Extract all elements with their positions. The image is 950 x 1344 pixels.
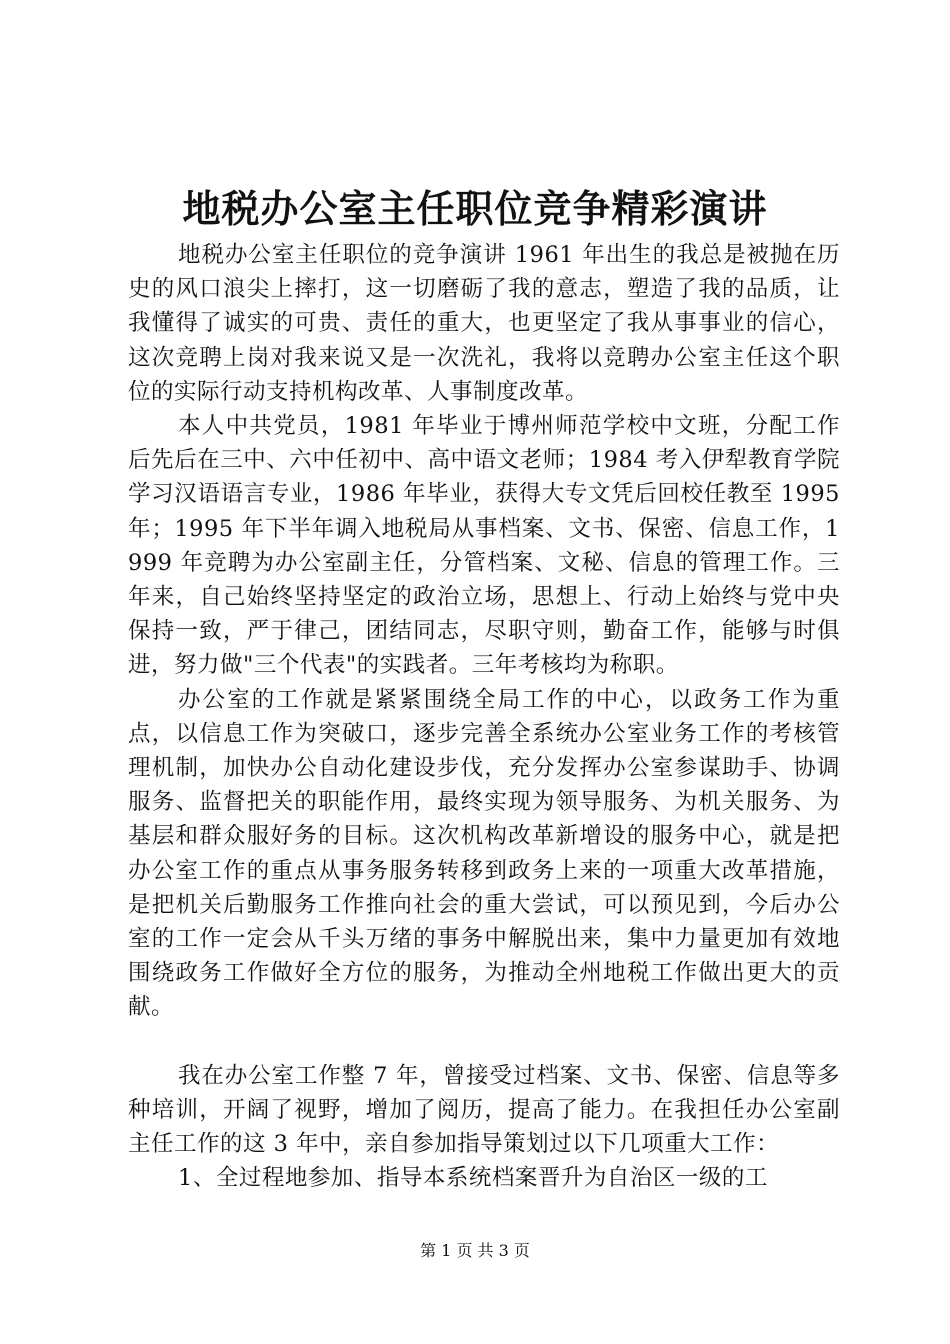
page-footer: 第 1 页 共 3 页 <box>420 1241 530 1260</box>
document-title: 地税办公室主任职位竞争精彩演讲 <box>182 187 768 231</box>
list-item-1: 1、全过程地参加、指导本系统档案晋升为自治区一级的工 <box>178 1165 768 1192</box>
paragraph-office-work: 办公室的工作就是紧紧围绕全局工作的中心，以政务工作为重点，以信息工作为突破口，逐步完善全系统办公室业务工作的考核管理机制，加快办公自动化建设步伐，充分发挥办公室参谋助手、协调服务、监督把关的职能作用，最终实现为领导服务、为机关服务、为基层和群众服好务的目标。这次机构改革新增设的服务中心，就是把办公室工作的重点从事务服务转移到政务上来的一项重大改革措施，是把机关后勤服务工作推向社会的重大尝试，可以预见到，今后办公室的工作一定会从千头万绪的事务中解脱出来，集中力量更加有效地围绕政务工作做好全方位的服务，为推动全州地税工作做出更大的贡献。 <box>128 686 840 1021</box>
document-body <box>128 238 840 1195</box>
paragraph-intro: 地税办公室主任职位的竞争演讲 1961 年出生的我总是被抛在历史的风口浪尖上摔打，这一切磨砺了我的意志，塑造了我的品质，让我懂得了诚实的可贵、责任的重大，也更坚定了我从事事业的信心，这次竞聘上岗对我来说又是一次洗礼，我将以竞聘办公室主任这个职位的实际行动支持机构改革、人事制度改革。 <box>128 242 840 405</box>
paragraph-background: 本人中共党员，1981 年毕业于博州师范学校中文班，分配工作后先后在三中、六中任初中、高中语文老师；1984 考入伊犁教育学院学习汉语语言专业，1986 年毕业，获得大专文凭后回校任教至 1995 年；1995 年下半年调入地税局从事档案、文书、保密、信息工作，1999 年竞聘为办公室副主任，分管档案、文秘、信息的管理工作。三年来，自己始终坚持坚定的政治立场，思想上、行动上始终与党中央保持一致，严于律己，团结同志，尽职守则，勤奋工作，能够与时俱进，努力做"三个代表"的实践者。三年考核均为称职。 <box>128 413 840 679</box>
paragraph-experience: 我在办公室工作整 7 年，曾接受过档案、文书、保密、信息等多种培训，开阔了视野，增加了阅历，提高了能力。在我担任办公室副主任工作的这 3 年中，亲自参加指导策划过以下几项重大工作： <box>128 1062 840 1158</box>
